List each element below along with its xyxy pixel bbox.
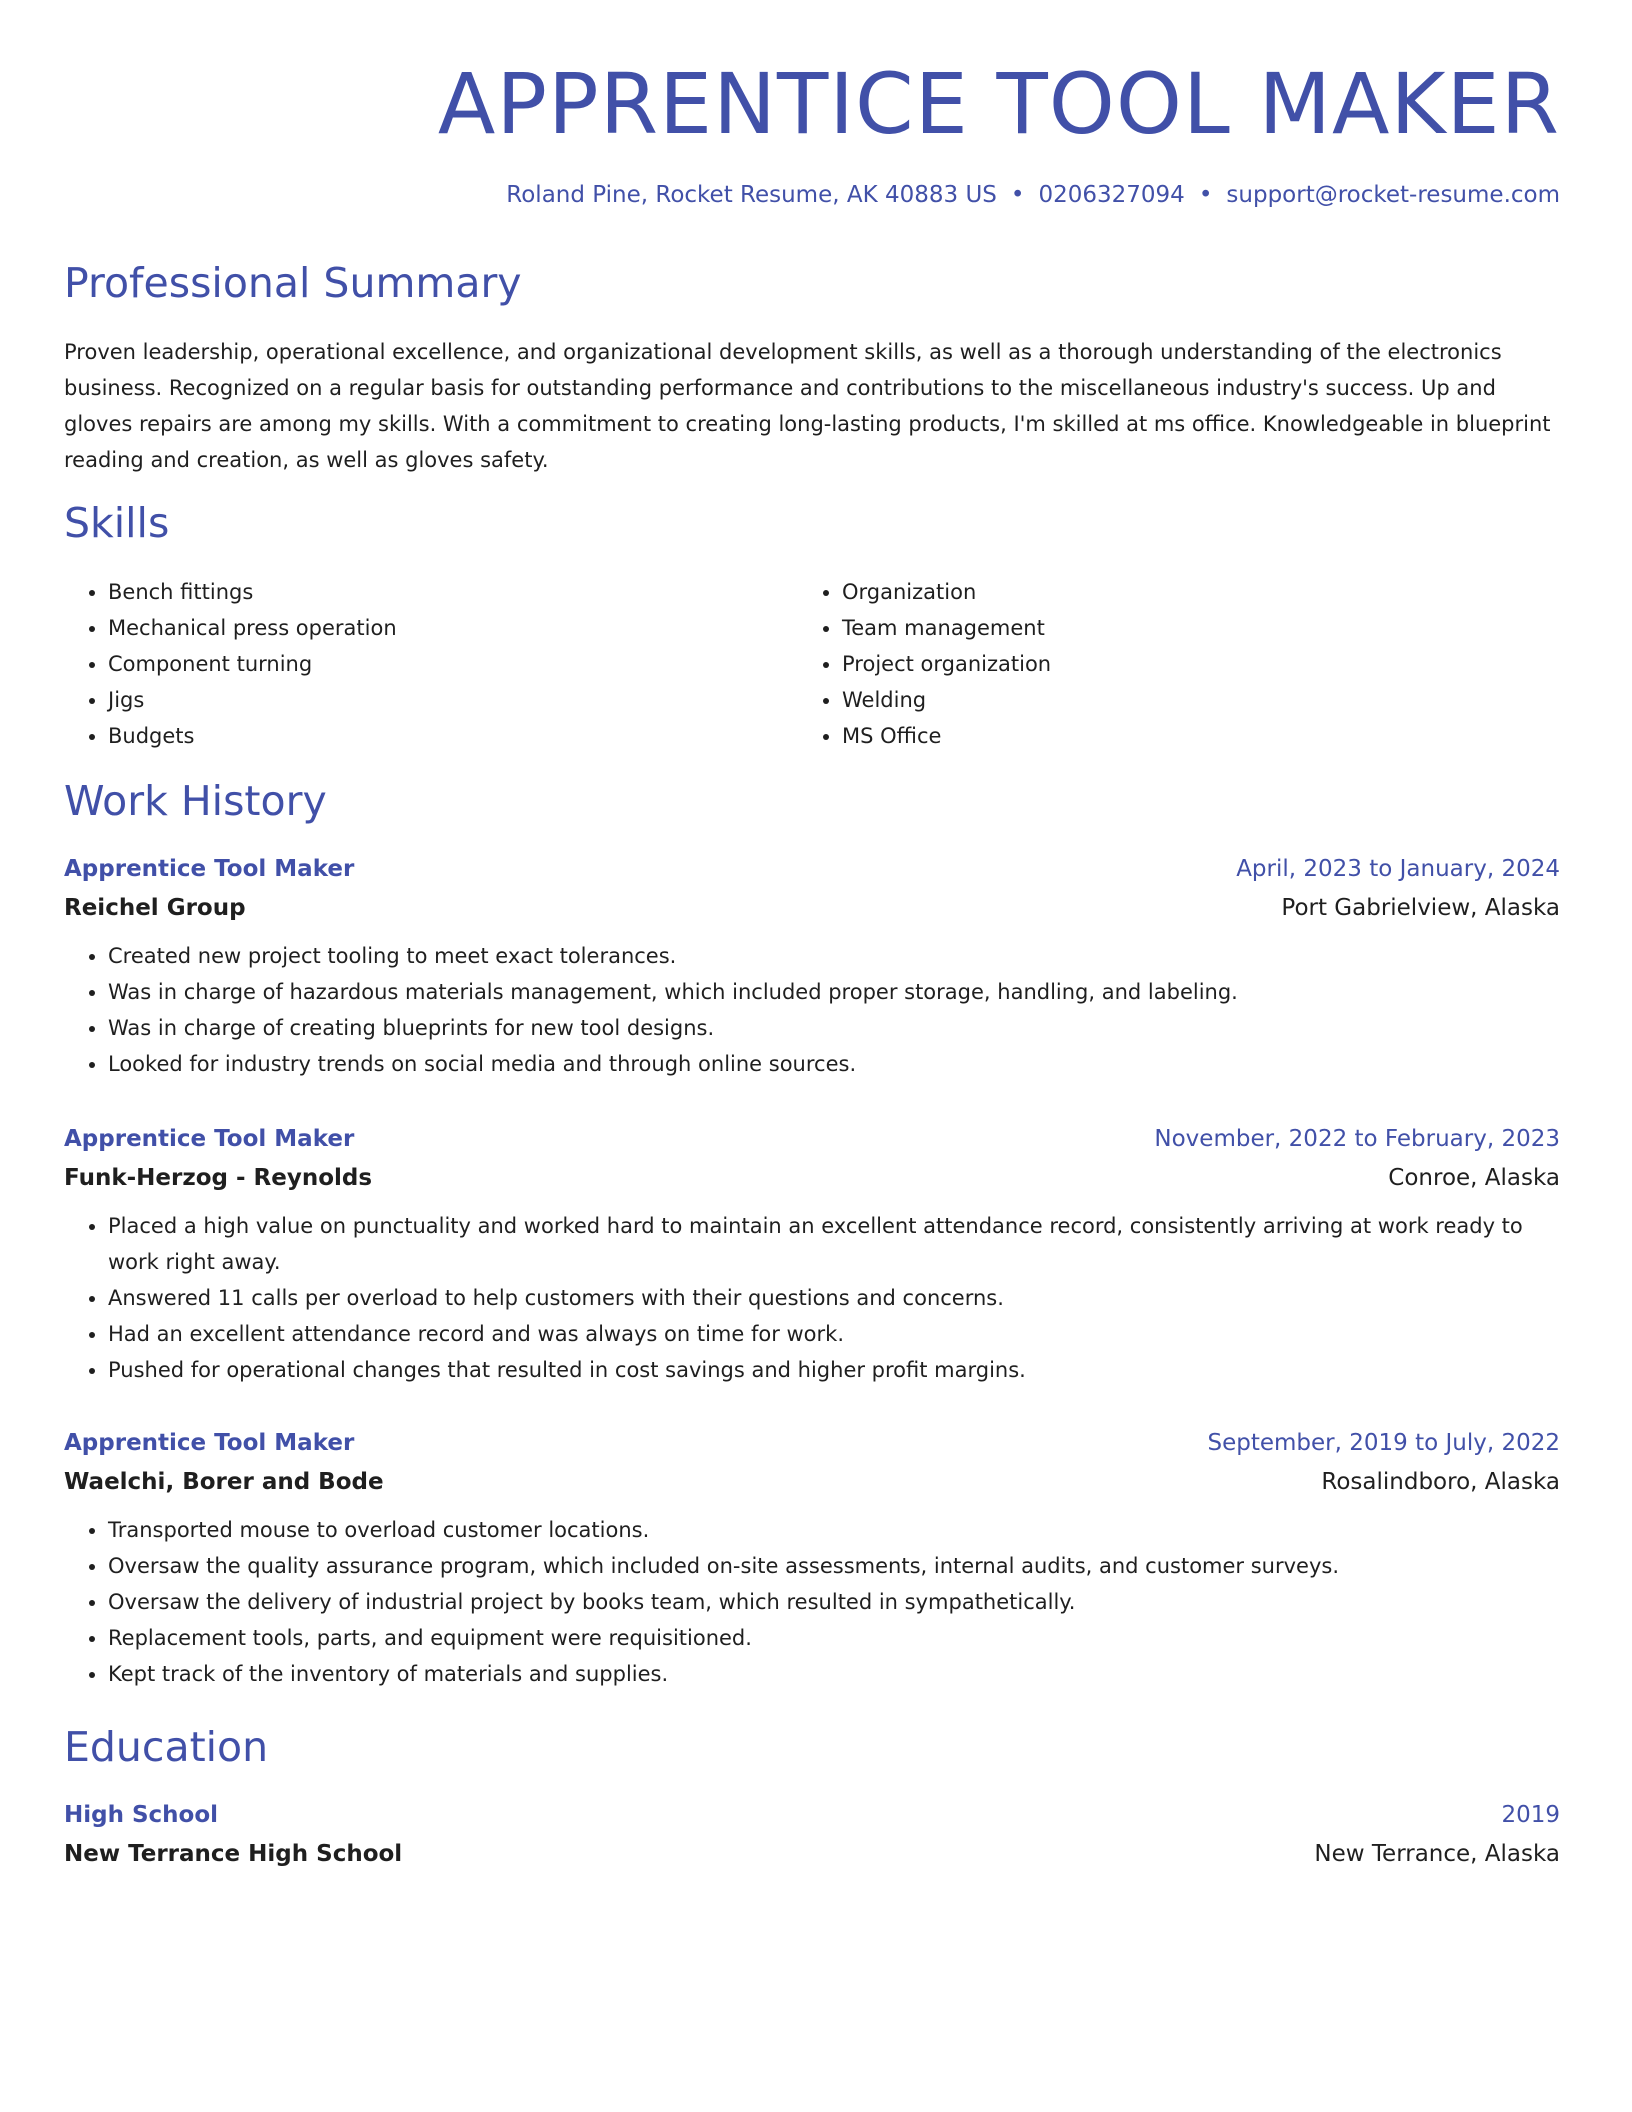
skill-item: • Team management: [842, 610, 1498, 646]
skill-item: • Bench fittings: [108, 574, 764, 610]
job-role: Apprentice Tool Maker: [64, 1430, 355, 1456]
job-role: Apprentice Tool Maker: [64, 856, 355, 882]
job-role: Apprentice Tool Maker: [64, 1126, 355, 1152]
skill-item: • Mechanical press operation: [108, 610, 764, 646]
summary-text: Proven leadership, operational excellence, and organizational development skills, as well as a thorough understanding of the electronics business. Recognized on a regular basis for outstanding performance and contributions to the miscellaneous industry's success. Up and gloves repairs are among my skills. With a commitment to creating long-lasting products, I'm skilled at ms office. Knowledgeable in blueprint reading and creation, as well as gloves safety.: [64, 340, 1551, 472]
education-year: 2019: [1501, 1802, 1560, 1828]
job-bullets: [64, 1208, 1560, 1388]
contact-phone: 0206327094: [1038, 182, 1185, 208]
skill-item: • Component turning: [108, 646, 764, 682]
education-entry: [64, 1796, 1560, 1874]
job-bullet: • Pushed for operational changes that resulted in cost savings and higher profit margins.: [108, 1352, 1560, 1388]
skills-column-right: [798, 574, 1498, 754]
contact-email[interactable]: support@rocket-resume.com: [1226, 182, 1560, 208]
work-history-heading: Work History: [64, 777, 327, 825]
skills-column-left: [64, 574, 764, 754]
job-location: Rosalindboro, Alaska: [1321, 1469, 1560, 1495]
skill-item: • Jigs: [108, 682, 764, 718]
job-entry: [64, 1120, 1560, 1388]
job-bullet: • Transported mouse to overload customer locations.: [108, 1512, 1560, 1548]
job-dates: November, 2022 to February, 2023: [1154, 1126, 1560, 1152]
education-heading: Education: [64, 1723, 269, 1771]
skill-item: • Organization: [842, 574, 1498, 610]
job-bullet: • Placed a high value on punctuality and worked hard to maintain an excellent attendance record, consistently arriving at work ready to work right away.: [108, 1208, 1560, 1280]
education-location: New Terrance, Alaska: [1314, 1841, 1560, 1867]
job-entry: [64, 850, 1560, 1082]
job-bullets: [64, 938, 1560, 1082]
skill-item: • MS Office: [842, 718, 1498, 754]
job-bullet: • Was in charge of hazardous materials management, which included proper storage, handling, and labeling.: [108, 974, 1560, 1010]
contact-address: Roland Pine, Rocket Resume, AK 40883 US: [506, 182, 997, 208]
job-bullet: • Created new project tooling to meet exact tolerances.: [108, 938, 1560, 974]
skill-item: • Project organization: [842, 646, 1498, 682]
job-company: Waelchi, Borer and Bode: [64, 1469, 384, 1495]
summary-heading: Professional Summary: [64, 259, 522, 307]
job-location: Conroe, Alaska: [1388, 1165, 1560, 1191]
job-bullet: • Was in charge of creating blueprints for new tool designs.: [108, 1010, 1560, 1046]
job-entry: [64, 1424, 1560, 1692]
job-dates: April, 2023 to January, 2024: [1236, 856, 1560, 882]
job-dates: September, 2019 to July, 2022: [1207, 1430, 1560, 1456]
contact-separator: •: [1198, 182, 1213, 208]
education-degree: High School: [64, 1802, 219, 1828]
job-location: Port Gabrielview, Alaska: [1281, 895, 1560, 921]
contact-line: [506, 180, 1560, 210]
job-company: Funk-Herzog - Reynolds: [64, 1165, 373, 1191]
skills-heading: Skills: [64, 499, 170, 547]
job-bullet: • Oversaw the delivery of industrial project by books team, which resulted in sympathetically.: [108, 1584, 1560, 1620]
job-company: Reichel Group: [64, 895, 246, 921]
job-bullet: • Looked for industry trends on social media and through online sources.: [108, 1046, 1560, 1082]
job-bullet: • Oversaw the quality assurance program, which included on-site assessments, internal audits, and customer surveys.: [108, 1548, 1560, 1584]
job-bullet: • Answered 11 calls per overload to help customers with their questions and concerns.: [108, 1280, 1560, 1316]
skill-item: • Budgets: [108, 718, 764, 754]
job-bullet: • Kept track of the inventory of materials and supplies.: [108, 1656, 1560, 1692]
job-bullets: [64, 1512, 1560, 1692]
education-school: New Terrance High School: [64, 1841, 403, 1867]
job-bullet: • Had an excellent attendance record and was always on time for work.: [108, 1316, 1560, 1352]
resume-title: APPRENTICE TOOL MAKER: [437, 55, 1560, 153]
contact-separator: •: [1010, 182, 1025, 208]
job-bullet: • Replacement tools, parts, and equipment were requisitioned.: [108, 1620, 1560, 1656]
skill-item: • Welding: [842, 682, 1498, 718]
